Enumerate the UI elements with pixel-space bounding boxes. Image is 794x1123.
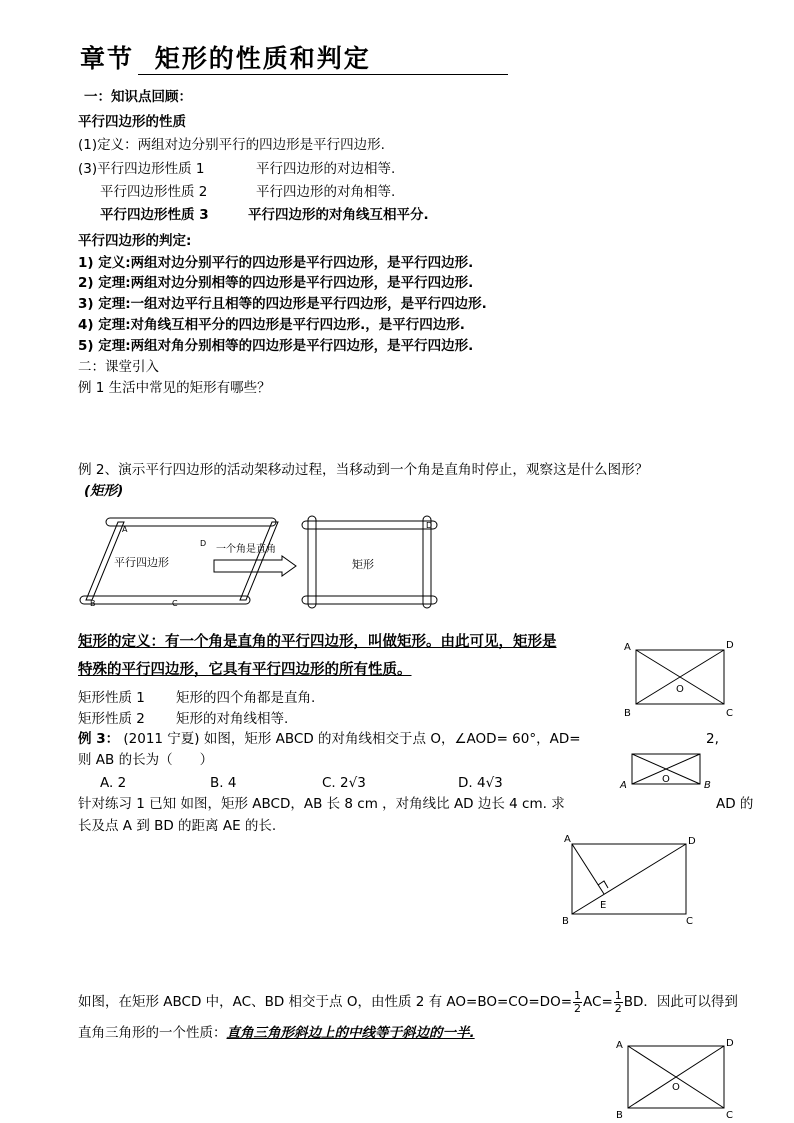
fig-pt-c: C [172, 599, 178, 608]
label-b3: B [562, 916, 569, 927]
rect-prop-1-text: 矩形的四个角都是直角. [176, 690, 316, 706]
example-3-lead: 例 3： [78, 731, 120, 747]
judge-4: 4) 定理:对角线互相平分的四边形是平行四边形.，是平行四边形. [78, 317, 465, 333]
rect-def-line2: 特殊的平行四边形，它具有平行四边形的所有性质。 [78, 662, 412, 678]
practice-line1: 针对练习 1 已知 如图，矩形 ABCD，AB 长 8 cm ，对角线比 AD 边长 4 cm. 求 [78, 796, 565, 812]
fig-right-label: 矩形 [352, 558, 374, 571]
label-c3: C [686, 916, 693, 927]
option-d: D. 4√3 [458, 775, 503, 791]
option-c: C. 2√3 [322, 775, 366, 791]
final-part1: 如图，在矩形 ABCD 中，AC、BD 相交于点 O，由性质 2 有 AO=BO=CO=DO= [78, 994, 573, 1011]
example-2-answer: (矩形) [84, 483, 124, 499]
label-o2: O [662, 774, 670, 785]
label-a3: A [564, 834, 571, 845]
example-3-tail: 2, [706, 731, 719, 747]
final-part3: BD．因此可以得到 [623, 994, 738, 1011]
prop-2-text: 平行四边形的对角相等. [256, 184, 396, 200]
label-d3: D [688, 836, 696, 847]
rect-prop-1-label: 矩形性质 1 [78, 690, 145, 706]
title-prefix: 章节 [80, 44, 135, 73]
title-main: 矩形的性质和判定 [154, 44, 371, 73]
label-o: O [676, 684, 684, 695]
example-1: 例 1 生活中常见的矩形有哪些？ [78, 380, 271, 396]
frac-num-2: 1 [614, 989, 622, 1002]
judge-1: 1) 定义:两组对边分别平行的四边形是平行四边形，是平行四边形. [78, 255, 474, 271]
frame-figure [74, 512, 444, 616]
final-line1 [78, 990, 738, 1014]
label-c: C [726, 708, 733, 719]
prop-3-text: 平行四边形的对角线互相平分. [248, 207, 429, 223]
section-heading-2: 二：课堂引入 [78, 359, 159, 375]
practice-line2: 长及点 A 到 BD 的距离 AE 的长. [78, 818, 277, 834]
prop-1-label: (3)平行四边形性质 1 [78, 161, 205, 177]
final-line2-em: 直角三角形斜边上的中线等于斜边的一半. [226, 1025, 475, 1041]
fig-pt-d: D [200, 539, 207, 548]
fig-pt-d2: D [426, 521, 433, 530]
parallelogram-heading: 平行四边形的性质 [78, 114, 186, 130]
example-3-text: 如图，矩形 ABCD 的对角线相交于点 O，∠AOD= 60°，AD= [203, 731, 581, 747]
rect-figure-4 [614, 1034, 744, 1120]
judge-2: 2) 定理:两组对边分别相等的四边形是平行四边形，是平行四边形. [78, 275, 474, 291]
page-title [80, 44, 371, 74]
label-a4: A [616, 1040, 623, 1051]
label-d: D [726, 640, 734, 651]
fraction-half-1 [573, 990, 582, 1014]
fig-pt-b: B [90, 599, 96, 608]
fig-left-label: 平行四边形 [114, 556, 169, 569]
prop-2-label: 平行四边形性质 2 [100, 184, 208, 200]
fraction-half-2 [614, 990, 623, 1014]
frac-den-1: 2 [574, 1001, 582, 1015]
label-o4: O [672, 1082, 680, 1093]
final-line2-lead: 直角三角形的一个性质： [78, 1025, 227, 1041]
judge-5: 5) 定理:两组对角分别相等的四边形是平行四边形，是平行四边形. [78, 338, 474, 354]
rect-figure-3 [558, 830, 698, 928]
definition: (1)定义：两组对边分别平行的四边形是平行四边形. [78, 137, 385, 153]
example-3-source: (2011 宁夏) [123, 731, 200, 747]
option-b: B. 4 [210, 775, 237, 791]
judge-3: 3) 定理:一组对边平行且相等的四边形是平行四边形，是平行四边形. [78, 296, 487, 312]
label-c4: C [726, 1110, 733, 1120]
rect-prop-2-text: 矩形的对角线相等. [176, 711, 289, 727]
option-a: A. 2 [100, 775, 127, 791]
final-line2 [78, 1025, 475, 1041]
fig-pt-a: A [122, 525, 128, 534]
example-2: 例 2、演示平行四边形的活动架移动过程，当移动到一个角是直角时停止，观察这是什么图形？ [78, 462, 649, 478]
fig-arrow-label: 一个角是直角 [216, 544, 276, 555]
frac-den-2: 2 [614, 1001, 622, 1015]
practice-tail: AD 的 [716, 796, 754, 812]
prop-1-text: 平行四边形的对边相等. [256, 161, 396, 177]
example-3 [78, 731, 581, 747]
final-part2: AC= [583, 994, 613, 1011]
label-d4: D [726, 1038, 734, 1049]
section-heading-1: 一：知识点回顾： [84, 89, 192, 105]
rect-figure-2 [618, 746, 718, 794]
example-3-line2: 则 AB 的长为（ ） [78, 752, 214, 768]
rect-figure-1 [620, 638, 740, 720]
label-b4: B [616, 1110, 623, 1120]
rect-def-line1: 矩形的定义：有一个角是直角的平行四边形，叫做矩形。由此可见，矩形是 [78, 634, 557, 650]
label-a: A [624, 642, 631, 653]
label-b2: B [704, 780, 711, 791]
title-underline [138, 74, 508, 75]
label-e3: E [600, 900, 607, 911]
prop-3-label: 平行四边形性质 3 [100, 207, 209, 223]
judge-heading: 平行四边形的判定: [78, 233, 192, 249]
label-b: B [624, 708, 631, 719]
rect-prop-2-label: 矩形性质 2 [78, 711, 145, 727]
frac-num-1: 1 [574, 989, 582, 1002]
label-a2: A [620, 780, 627, 791]
